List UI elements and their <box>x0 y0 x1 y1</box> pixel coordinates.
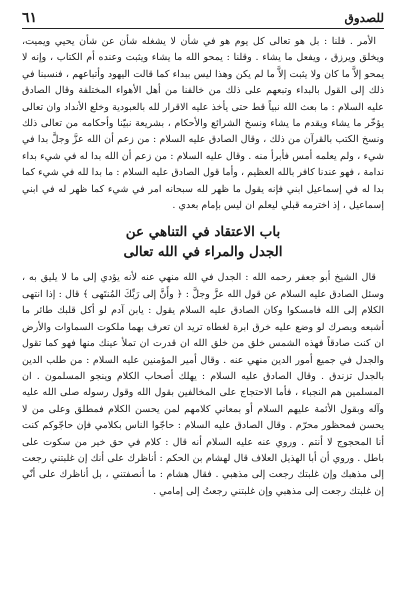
page-number: ٦١ <box>22 10 38 26</box>
chapter-heading <box>22 222 384 262</box>
chapter-heading-line-1: باب الاعتقاد في التناهي عن <box>125 224 281 241</box>
page-body <box>22 34 384 500</box>
page-header <box>22 8 384 29</box>
paragraph-1: الأمر . قلنا : بل هو تعالى كل يوم هو في شأن لا يشغله شأن عن شأن يحيي ويميت، ويخلق ويرزق ، ويفعل ما يشاء . وقلنا : يمحو الله ما يشاء ويثبت وعنده أم الكتاب ، وإنه لا يمحو إلاَّ ما كان ولا يثبت إلاَّ ما لم يكن وهذا ليس ببداء كما قالت اليهود وأتباعهم ، فنسبنا في ذلك إلى القول بالبداء وتبعهم على ذلك من خالفنا من أهل الأهواء المختلفة وقال الصادق عليه السلام : ما بعث الله نبياً قط حتى يأخذ عليه الاقرار لله بالعبودية وخلع الأنداد وان تعالى يؤخّر ما يشاء ويقدم ما يشاء ونسخ الشرائع والأحكام ، بشريعة نبيّنا وأحكامه من تعالى ذلك ونسخ الكتب بالقرآن من ذلك ، وقال الصادق عليه السلام : من زعم أن الله عزَّ وجلَّ بدا في شيء ، ولم يعلمه أمس فأبرأ منه . وقال عليه السلام : من زعم أن الله بدا له في شيء بداء ندامة ، فهو عندنا كافر بالله العظيم ، وأما قول الصادق عليه السلام : ما بدا لله في شيء كما بدا له في إسماعيل ابني فإنه يقول ما ظهر لله سبحانه امر في شيء كما ظهر له في ابني إسماعيل ، إذ اخترمه قبلي ليعلم ان ليس بإمام بعدي . <box>22 36 384 212</box>
book-title: للصدوق <box>344 11 384 25</box>
chapter-heading-line-2: الجدل والمراء في الله تعالى <box>123 244 283 261</box>
paragraph-2: قال الشيخ أبو جعفر رحمه الله : الجدل في الله منهي عنه لأنه يؤدي إلى ما لا يليق به ، وسئل الصادق عليه السلام عن قول الله عزَّ وجلَّ : ﴿ وأَنَّ إلى رَبِّكَ المُنتَهى ﴾ قال : إذا انتهى الكلام إلى الله فامسكوا وكان الصادق عليه السلام يقول : يابن آدم لو أكل قلبك طائر ما أشبعه وبصرك لو وضع عليه خرق ابرة لغطاه تريد ان تعرف بهما ملكوت السماوات والأرض ان كنت صادقاً فهذه الشمس خلق من خلق الله ان قدرت ان تملأ عينك منها فهو كما تقول والجدل في جميع أمور الدين منهي عنه . وقال أمير المؤمنين عليه السلام : من طلب الدين بالجدل تزندق . وقال الصادق عليه السلام : يهلك أصحاب الكلام وينجو المسلمون . ان المسلمين هم النجباء ، فأما الاحتجاج على المخالفين بقول الله وقول رسوله صلى الله عليه وآله وبقول الأئمة عليهم السلام أو بمعاني كلامهم لمن يحسن الكلام فمطلق وعلى من لا يحسن فمحظور محرّم . وقال الصادق عليه السلام : حاجّوا الناس بكلامي فإن حاجّوكم كنت أنا المحجوج لا أنتم . وروي عنه عليه السلام أنه قال : كلام في حق خير من سكوت على باطل . وروي أن أبا الهذيل العلاف قال لهشام بن الحكم : أناظرك على أنك إن غلبتني رجعت إلى مذهبك وإن غلبتك رجعت إلى مذهبي . فقال هشام : ما أنصفتني ، بل أناظرك على أنّي إن غلبتك رجعت إلى مذهبي وإن غلبتني رجعتُ إلى إمامي . <box>22 272 384 497</box>
